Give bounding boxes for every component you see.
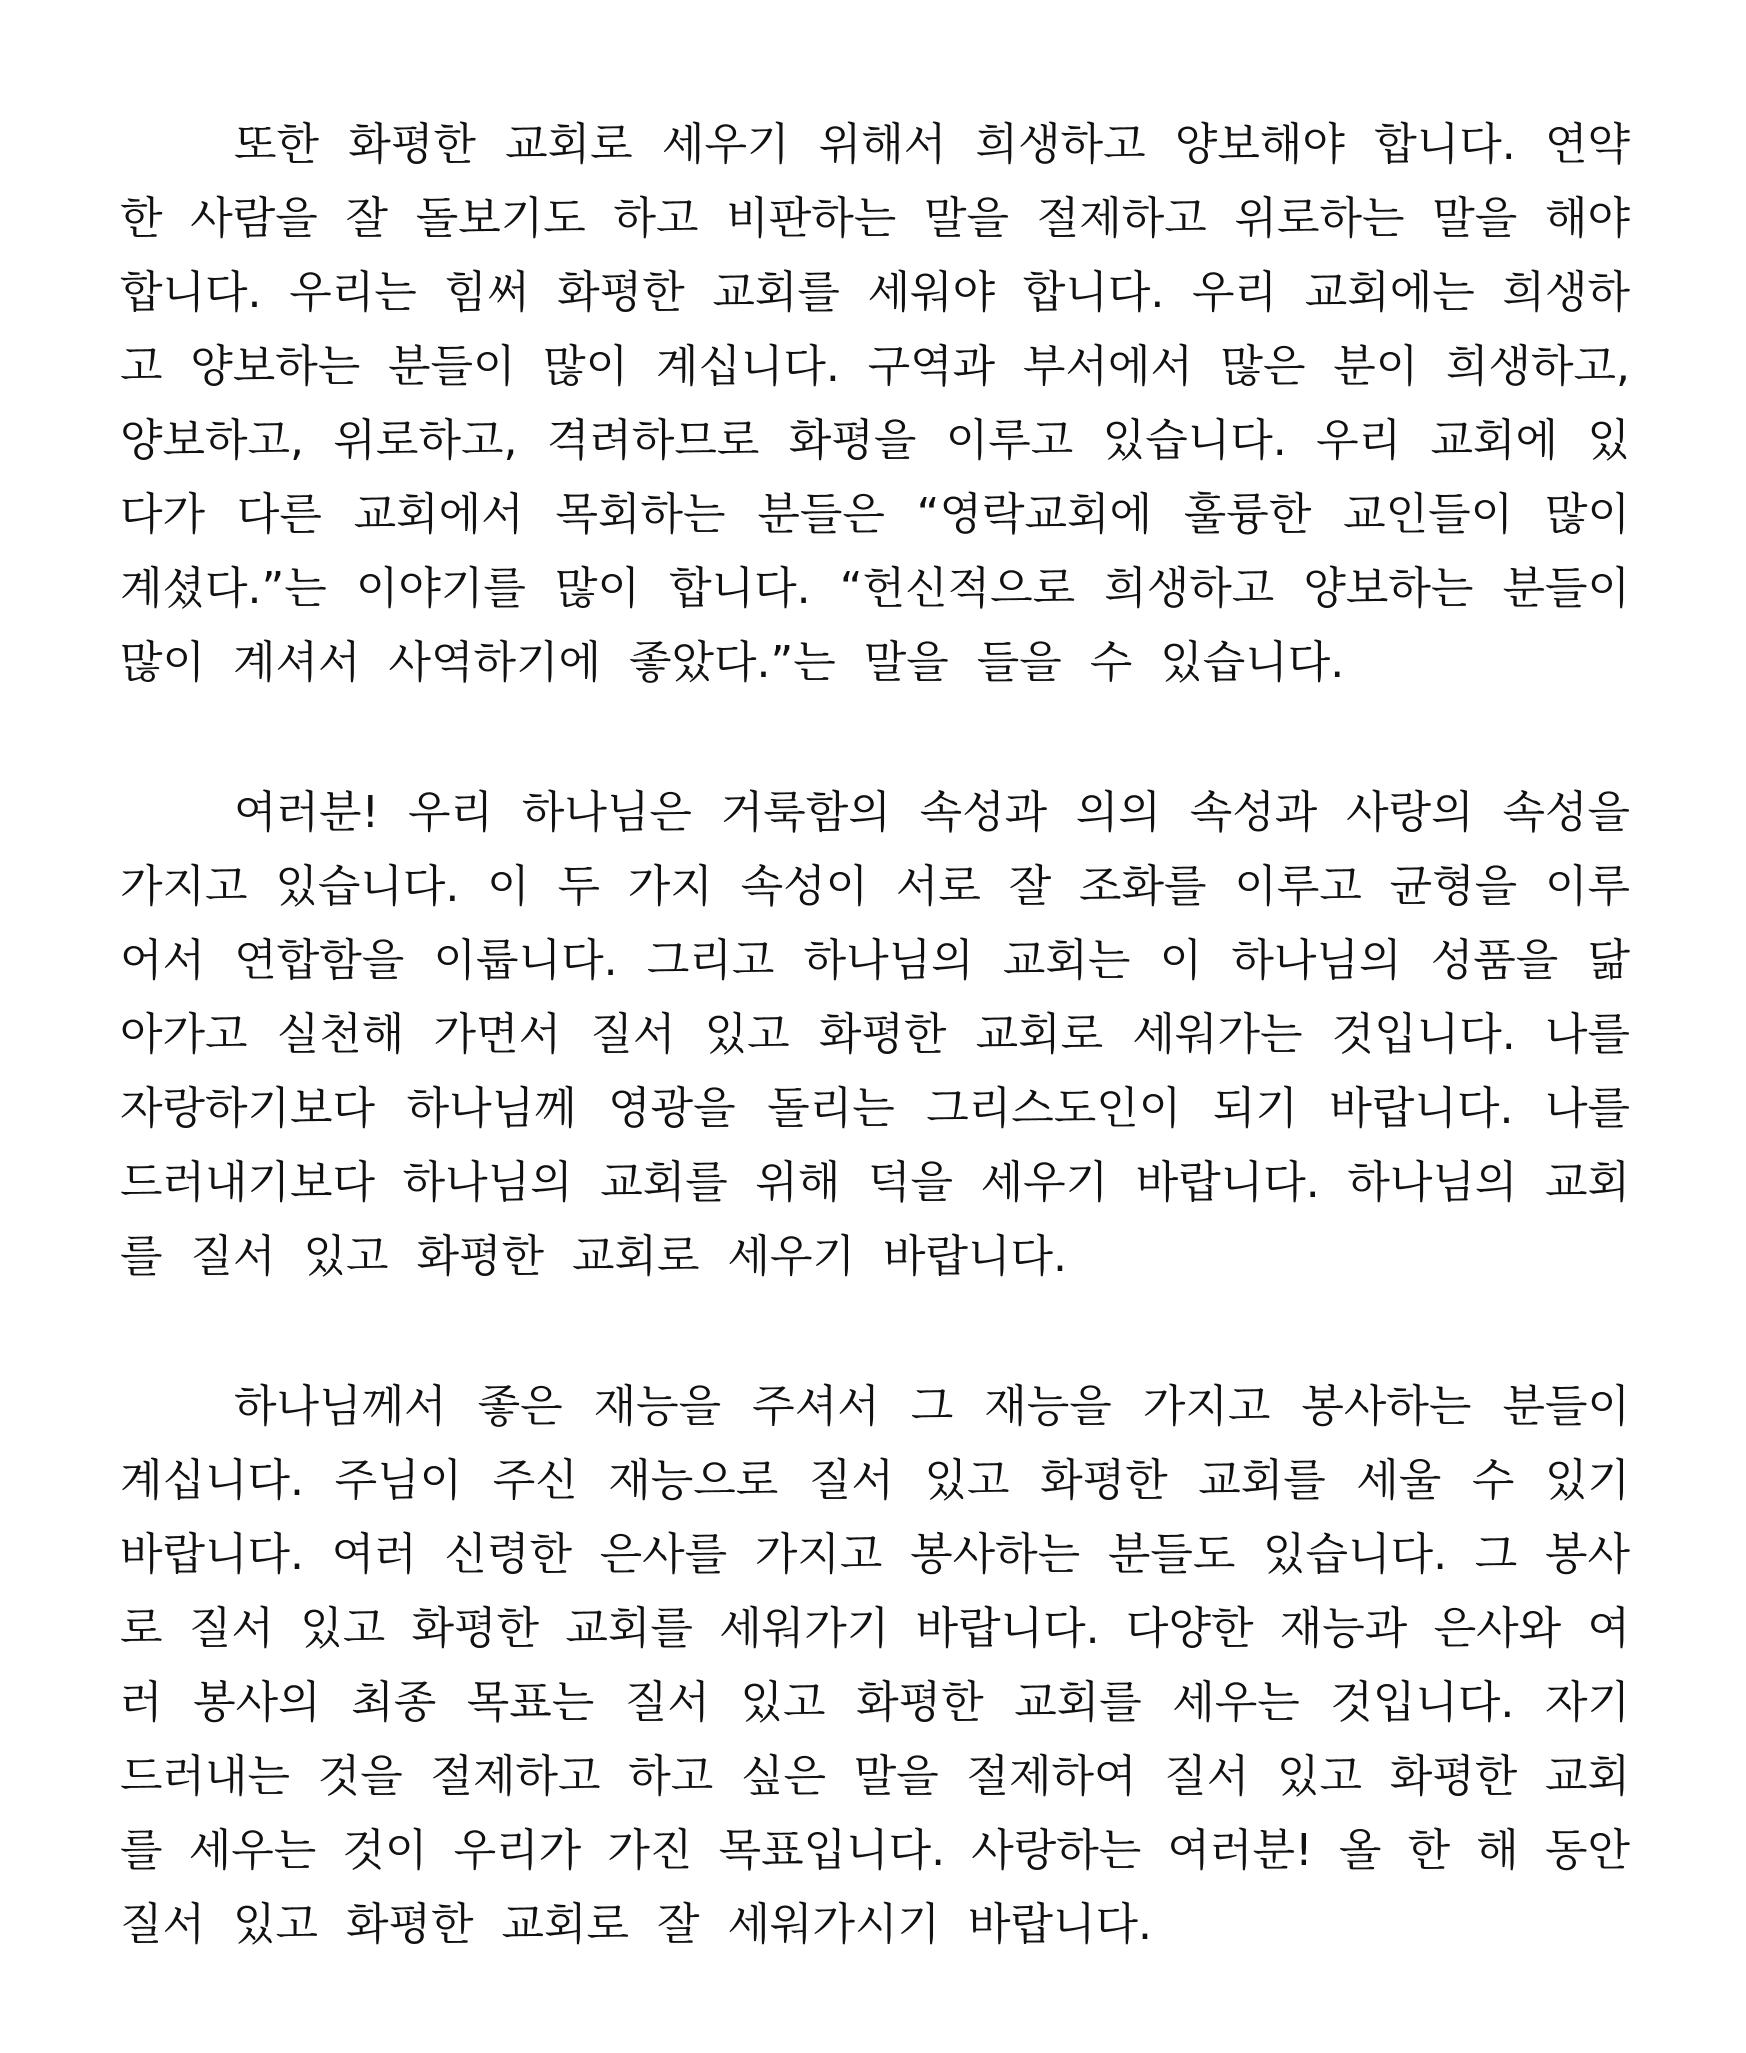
text-line: 바랍니다. 여러 신령한 은사를 가지고 봉사하는 분들도 있습니다. 그 봉사 bbox=[120, 1529, 1630, 1580]
text-line: 한 사람을 잘 돌보기도 하고 비판하는 말을 절제하고 위로하는 말을 해야 bbox=[120, 193, 1630, 244]
text-line: 로 질서 있고 화평한 교회를 세워가기 바랍니다. 다양한 재능과 은사와 여 bbox=[120, 1603, 1630, 1654]
text-line: 또한 화평한 교회로 세우기 위해서 희생하고 양보해야 합니다. 연약 bbox=[234, 119, 1630, 170]
text-line: 러 봉사의 최종 목표는 질서 있고 화평한 교회를 세우는 것입니다. 자기 bbox=[120, 1677, 1630, 1728]
text-line: 합니다. 우리는 힘써 화평한 교회를 세워야 합니다. 우리 교회에는 희생하 bbox=[120, 267, 1630, 318]
text-line: 드러내기보다 하나님의 교회를 위해 덕을 세우기 바랍니다. 하나님의 교회 bbox=[120, 1157, 1630, 1208]
text-line: 를 세우는 것이 우리가 가진 목표입니다. 사랑하는 여러분! 올 한 해 동안 bbox=[120, 1825, 1630, 1876]
paragraph-3 bbox=[120, 1370, 1630, 1962]
text-line: 양보하고, 위로하고, 격려하므로 화평을 이루고 있습니다. 우리 교회에 있 bbox=[120, 415, 1630, 466]
document-page bbox=[120, 108, 1630, 2038]
text-line: 아가고 실천해 가면서 질서 있고 화평한 교회로 세워가는 것입니다. 나를 bbox=[120, 1009, 1630, 1060]
text-line: 계십니다. 주님이 주신 재능으로 질서 있고 화평한 교회를 세울 수 있기 bbox=[120, 1455, 1630, 1506]
text-line: 질서 있고 화평한 교회로 잘 세워가시기 바랍니다. bbox=[120, 1899, 1152, 1950]
text-line: 를 질서 있고 화평한 교회로 세우기 바랍니다. bbox=[120, 1231, 1067, 1282]
text-line: 고 양보하는 분들이 많이 계십니다. 구역과 부서에서 많은 분이 희생하고, bbox=[120, 341, 1630, 392]
text-line: 가지고 있습니다. 이 두 가지 속성이 서로 잘 조화를 이루고 균형을 이루 bbox=[120, 861, 1630, 912]
text-line: 계셨다.”는 이야기를 많이 합니다. “헌신적으로 희생하고 양보하는 분들이 bbox=[120, 563, 1630, 614]
text-line: 하나님께서 좋은 재능을 주셔서 그 재능을 가지고 봉사하는 분들이 bbox=[234, 1381, 1630, 1432]
paragraph-2 bbox=[120, 776, 1630, 1294]
paragraph-1 bbox=[120, 108, 1630, 700]
text-line: 여러분! 우리 하나님은 거룩함의 속성과 의의 속성과 사랑의 속성을 bbox=[234, 787, 1630, 838]
text-line: 드러내는 것을 절제하고 하고 싶은 말을 절제하여 질서 있고 화평한 교회 bbox=[120, 1751, 1630, 1802]
text-line: 다가 다른 교회에서 목회하는 분들은 “영락교회에 훌륭한 교인들이 많이 bbox=[120, 489, 1630, 540]
text-line: 어서 연합함을 이룹니다. 그리고 하나님의 교회는 이 하나님의 성품을 닮 bbox=[120, 935, 1630, 986]
text-line: 자랑하기보다 하나님께 영광을 돌리는 그리스도인이 되기 바랍니다. 나를 bbox=[120, 1083, 1630, 1134]
text-line: 많이 계셔서 사역하기에 좋았다.”는 말을 들을 수 있습니다. bbox=[120, 637, 1345, 688]
